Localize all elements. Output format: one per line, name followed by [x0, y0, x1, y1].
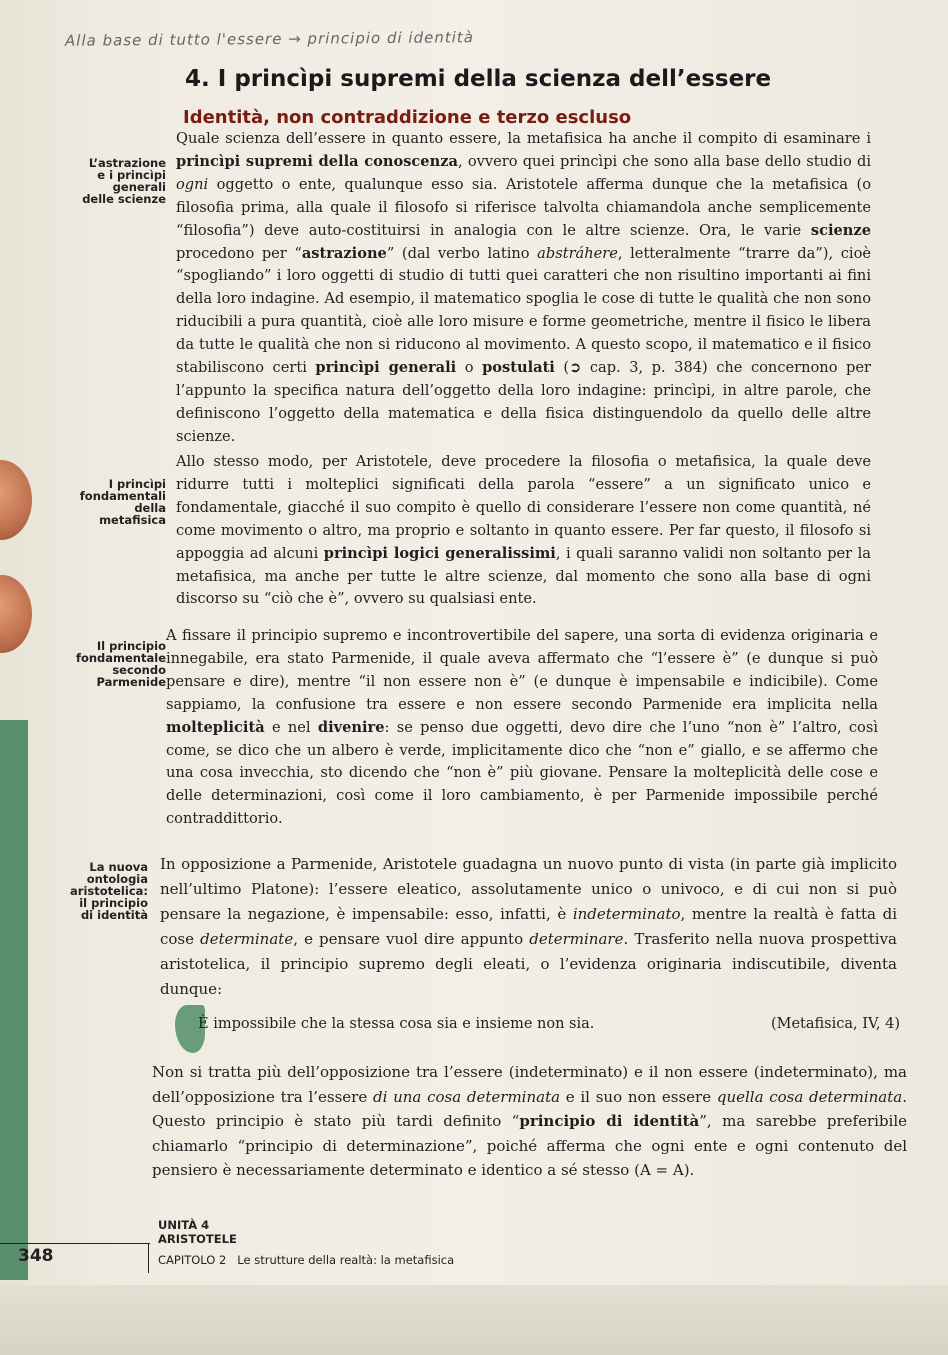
chapter-title: 4. I princìpi supremi della scienza dell’essere	[185, 66, 772, 92]
page-number: 348	[18, 1246, 54, 1266]
footer-rule	[0, 1243, 150, 1244]
finger	[0, 460, 32, 540]
paragraph-ontologia: In opposizione a Parmenide, Aristotele guadagna un nuovo punto di vista (in parte già implicito nell’ultimo Platone): l’essere eleatico, assolutamente unico o univoco, e di cui non si può pensare la negazione, è impensabile: esso, infatti, è indeterminato, mentre la realtà è fatta di cose determinate, e pensare vuol dire appunto determinare. Trasferito nella nuova prospettiva aristotelica, il principio supremo degli eleati, o l’evidenza originaria indiscutibile, diventa dunque:	[160, 855, 897, 998]
paragraph-parmenide: A fissare il principio supremo e incontrovertibile del sapere, una sorta di evidenza originaria e innegabile, era stato Parmenide, il quale aveva affermato che “l’essere è” (e dunque si può pensare e dire), mentre “il non essere non è” (e dunque è impensabile e indicibile). Come sappiamo, la confusione tra essere e non essere secondo Parmenide era implicita nella molteplicità e nel divenire: se penso due oggetti, devo dire che l’uno “non è” l’altro, così come, se dico che un albero è verde, implicitamente dico che “non e” giallo, e se affermo che una cosa invecchia, sto dicendo che “non è” più giovane. Pensare la molteplicità delle cose e delle determinazioni, così come il loro cambiamento, è per Parmenide impossibile perché contraddittorio.	[166, 627, 879, 828]
footer-unit: UNITÀ 4	[158, 1218, 210, 1232]
paragraph-astrazione: Quale scienza dell’essere in quanto essere, la metafisica ha anche il compito di esaminare i princìpi supremi della conoscenza, ovvero quei princìpi che sono alla base dello studio di ogni oggetto o ente, qualunque esso sia. Aristotele afferma dunque che la metafisica (o filosofia prima, alla quale il filosofo si riferisce talvolta chiamandola anche semplicemente “filosofia”) deve auto-costituirsi in analogia con le altre scienze. Ora, le varie scienze procedono per “astrazione” (dal verbo latino abstráhere, letteralmente “trarre da”), cioè “spogliando” i loro oggetti di studio di tutti quei caratteri che non risultino importanti ai fini della loro indagine. Ad esempio, il matematico spoglia le cose di tutte le qualità che non sono riducibili a pura quantità, cioè alle loro misure e forme geometriche, mentre il fisico le libera da tutte le qualità che non si riducono al movimento. A questo scopo, il matematico e il fisico stabiliscono certi princìpi generali o postulati (➲ cap. 3, p. 384) che concernono per l’appunto la specifica natura dell’oggetto della loro indagine: princìpi, in altre parole, che definiscono l’oggetto della matematica e della fisica distinguendolo da quello delle altre scienze.	[176, 130, 871, 445]
quote-text: È impossibile che la stessa cosa sia e insieme non sia.	[198, 1016, 595, 1032]
section-title: Identità, non contraddizione e terzo escluso	[183, 107, 632, 128]
paragraph-principi: Allo stesso modo, per Aristotele, deve procedere la filosofia o metafisica, la quale deve ridurre tutti i molteplici significati della parola “essere” a un significato unico e fondamentale, giacché il suo compito è quello di considerare l’essere non come quantità, né come movimento o altro, ma proprio e soltanto in quanto essere. Per far questo, il filosofo si appoggia ad alcuni princìpi logici generalissimi, i quali saranno validi non soltanto per la metafisica, ma anche per tutte le altre scienze, dal momento che sono alla base di ogni discorso su “ciò che è”, ovvero su qualsiasi ente.	[176, 453, 871, 608]
footer-chapter	[158, 1253, 454, 1267]
footer-chapter-label: CAPITOLO 2	[158, 1253, 227, 1267]
footer-author: ARISTOTELE	[158, 1232, 237, 1246]
sidenote-parmenide: Il principio fondamentale secondo Parmenide	[75, 639, 166, 689]
sidenote-ontologia: La nuova ontologia aristotelica: il principio di identità	[70, 860, 148, 922]
sidenote-astrazione: L’astrazione e i princìpi generali delle scienze	[82, 156, 166, 206]
sidenote-principi: I princìpi fondamentali della metafisica	[79, 477, 166, 527]
quotation	[198, 1016, 900, 1032]
footer-rule	[148, 1243, 149, 1273]
handwritten-note: Alla base di tutto l'essere → principio di identità	[64, 28, 475, 50]
quote-source: (Metafisica, IV, 4)	[770, 1016, 900, 1032]
page-bottom-area	[0, 1285, 948, 1355]
finger	[0, 575, 32, 653]
paragraph-identita: Non si tratta più dell’opposizione tra l’essere (indeterminato) e il non essere (indeterminato), ma dell’opposizione tra l’essere di una cosa determinata e il suo non essere quella cosa determinata. Questo principio è stato più tardi definito “principio di identità”, ma sarebbe preferibile chiamarlo “principio di determinazione”, poiché afferma che ogni ente e ogni contenuto del pensiero è necessariamente determinato e identico a sé stesso (A = A).	[152, 1063, 908, 1179]
margin-color-band	[0, 720, 28, 1280]
footer-chapter-name: Le strutture della realtà: la metafisica	[237, 1253, 455, 1267]
